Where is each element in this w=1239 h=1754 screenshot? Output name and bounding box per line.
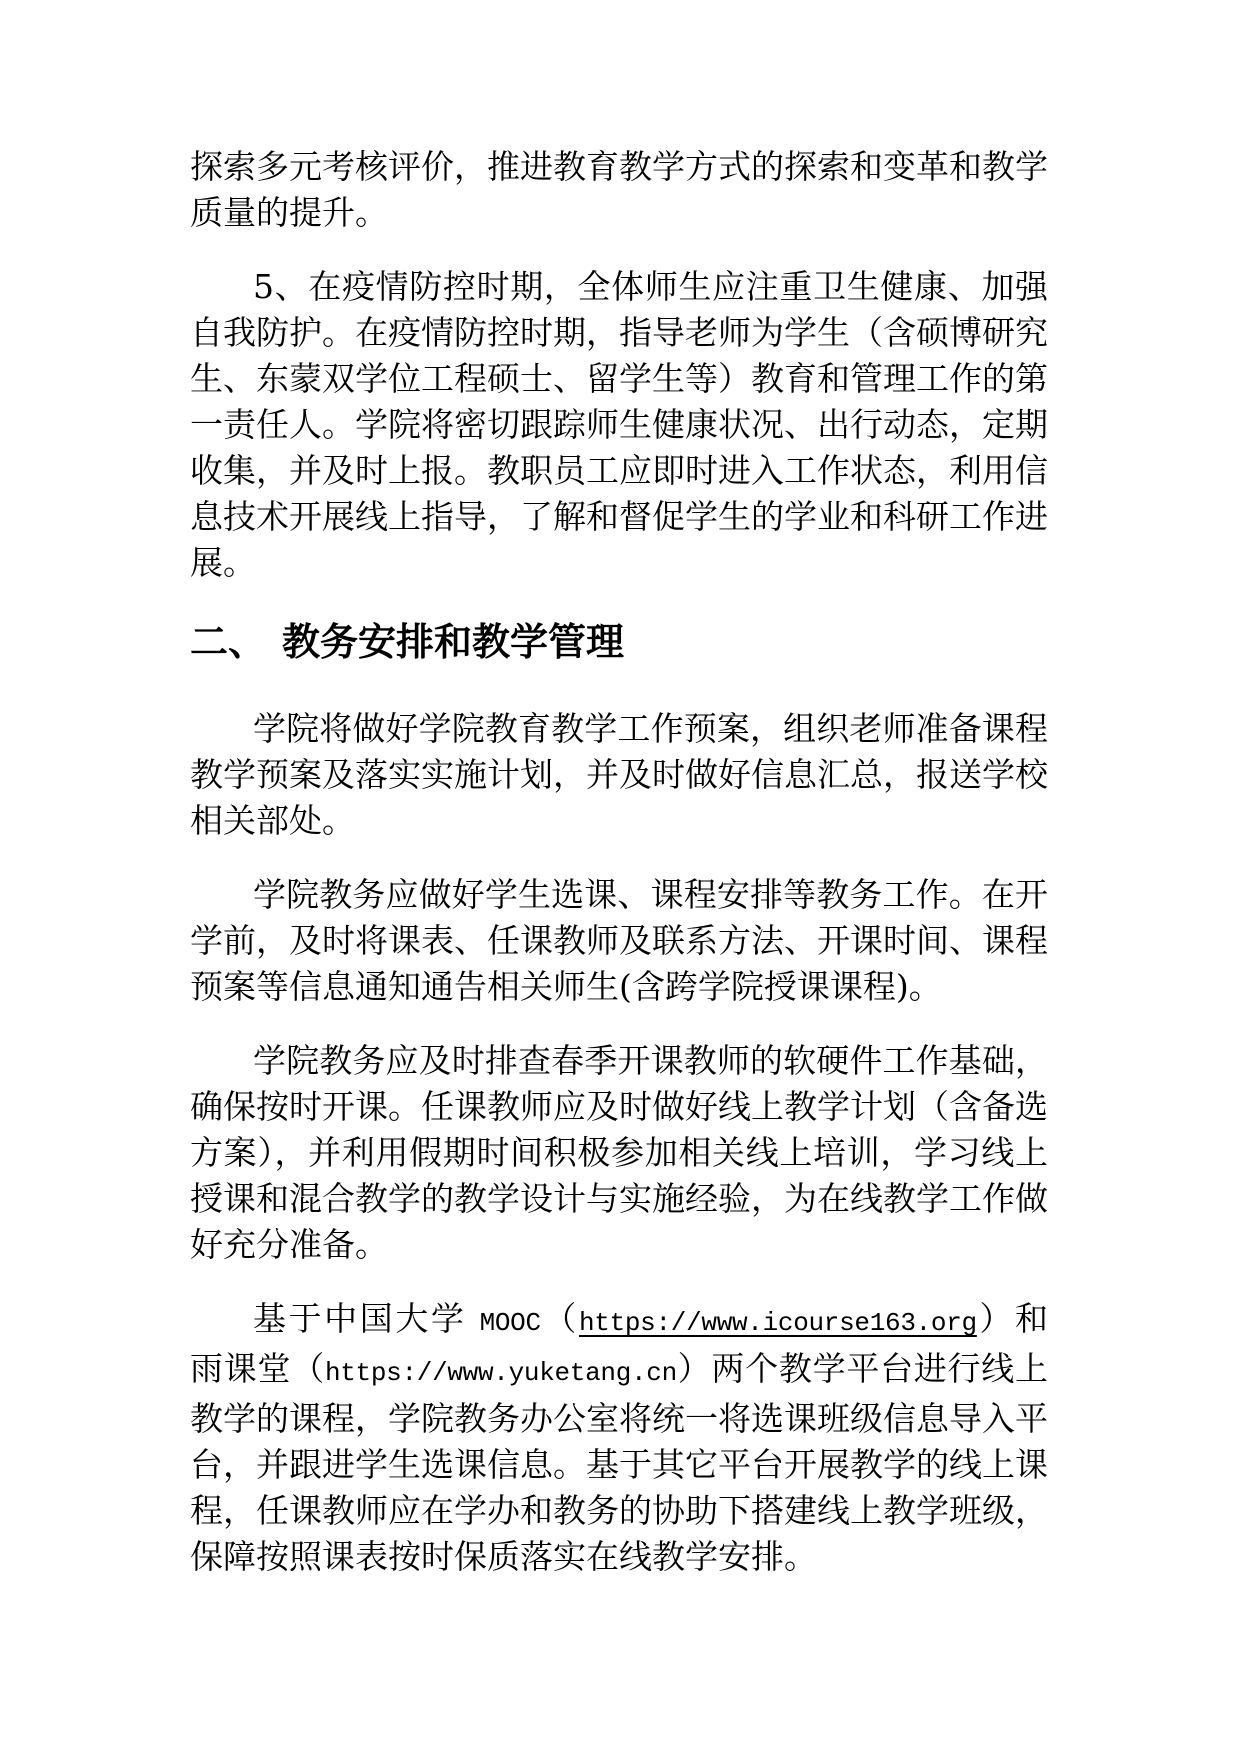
paragraph-text: 基于中国大学 bbox=[253, 1299, 480, 1338]
paragraph-text: （ bbox=[540, 1299, 579, 1338]
body-paragraph: 学院教务应做好学生选课、课程安排等教务工作。在开学前，及时将课表、任课教师及联系方法、开课时间、课程预案等信息通知通告相关师生(含跨学院授课课程)。 bbox=[190, 875, 1048, 1006]
hyperlink-url[interactable]: https://www.icourse163.org bbox=[578, 1308, 977, 1338]
body-paragraph bbox=[190, 1296, 1048, 1580]
body-paragraph: 探索多元考核评价，推进教育教学方式的探索和变革和教学质量的提升。 bbox=[190, 147, 1048, 232]
paragraph-text: ）两个教学平台进行线上教学的课程，学院教务办公室将统一将选课班级信息导入平台，并跟进学生选课信息。基于其它平台开展教学的线上课程，任课教师应在学办和教务的协助下搭建线上教学班级，保障按照课表按时保质落实在线教学安排。 bbox=[190, 1349, 1049, 1576]
heading-number: 二、 bbox=[190, 620, 267, 664]
section-heading bbox=[190, 614, 1048, 670]
heading-title: 教务安排和教学管理 bbox=[282, 620, 625, 664]
body-paragraph: 5、在疫情防控时期，全体师生应注重卫生健康、加强自我防护。在疫情防控时期，指导老师为学生（含硕博研究生、东蒙双学位工程硕士、留学生等）教育和管理工作的第一责任人。学院将密切跟踪师生健康状况、出行动态，定期收集，并及时上报。教职员工应即时进入工作状态，利用信息技术开展线上指导，了解和督促学生的学业和科研工作进展。 bbox=[190, 267, 1048, 582]
url-text: MOOC bbox=[479, 1308, 541, 1338]
body-paragraph: 学院将做好学院教育教学工作预案，组织老师准备课程教学预案及落实实施计划，并及时做好信息汇总，报送学校相关部处。 bbox=[190, 709, 1048, 840]
paragraph-text: ）和雨课堂（ bbox=[190, 1299, 1049, 1388]
body-paragraph: 学院教务应及时排查春季开课教师的软硬件工作基础，确保按时开课。任课教师应及时做好线上教学计划（含备选方案），并利用假期时间积极参加相关线上培训，学习线上授课和混合教学的教学设计与实施经验，为在线教学工作做好充分准备。 bbox=[190, 1041, 1048, 1264]
url-text: https://www.yuketang.cn bbox=[324, 1358, 677, 1388]
